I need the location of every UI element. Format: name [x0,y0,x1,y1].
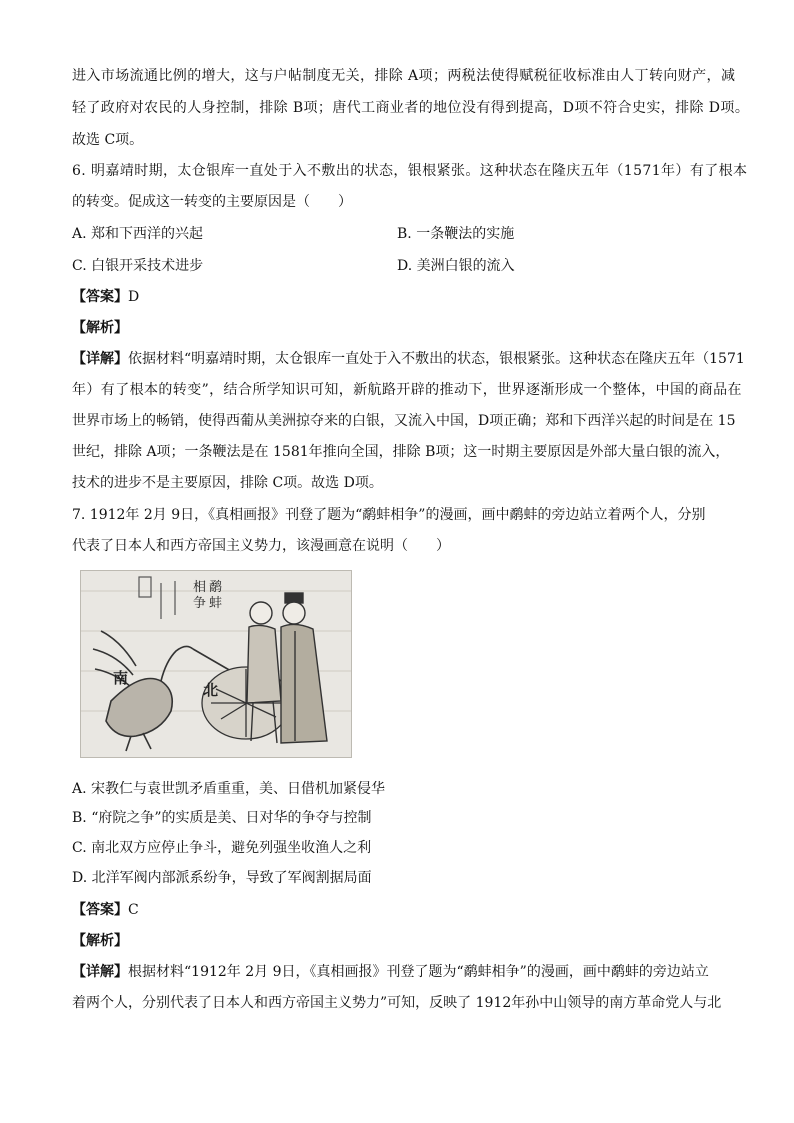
cartoon-title-char-4: 争 [193,596,207,611]
q7-option-b: B. “府院之争”的实质是美、日对华的争夺与控制 [72,810,372,826]
q7-answer-tag: 【答案】 [72,902,128,918]
cartoon-label-south: 南 [113,669,129,687]
q7-stem-line-1: 7. 1912年 2月 9日，《真相画报》刊登了题为“鹬蚌相争”的漫画，画中鹬蚌的旁边站立着两个人，分别 [72,507,706,523]
q6-option-a: A. 郑和下西洋的兴起 [72,226,204,242]
q6-option-c: C. 白银开采技术进步 [72,258,204,274]
q6-detail-text-1: 依据材料“明嘉靖时期，太仓银库一直处于入不敷出的状态，银根紧张。这种状态在隆庆五年（1571 [128,351,745,367]
q6-answer-value: D [128,289,140,305]
q5-analysis-line-2: 轻了政府对农民的人身控制，排除 B项；唐代工商业者的地位没有得到提高，D项不符合史实，排除 D项。 [72,100,750,116]
q6-stem-line-1: 6. 明嘉靖时期，太仓银库一直处于入不敷出的状态，银根紧张。这种状态在隆庆五年（1571年）有了根本 [72,163,748,179]
q6-option-d: D. 美洲白银的流入 [397,258,515,274]
q7-detail-text-1: 根据材料“1912年 2月 9日，《真相画报》刊登了题为“鹬蚌相争”的漫画，画中鹬蚌的旁边站立 [128,964,709,980]
q7-detail-line-2: 着两个人，分别代表了日本人和西方帝国主义势力”可知，反映了 1912年孙中山领导的南方革命党人与北 [72,995,722,1011]
q6-analysis-tag: 【解析】 [72,320,128,336]
q7-answer-value: C [128,902,139,918]
q7-cartoon-image [80,570,352,758]
q7-stem-line-2: 代表了日本人和西方帝国主义势力，该漫画意在说明（ ） [72,538,450,554]
q6-answer [72,287,139,307]
q7-detail-tag: 【详解】 [72,964,128,980]
q7-answer [72,900,139,920]
q5-analysis-line-3: 故选 C项。 [72,132,144,148]
q7-option-c: C. 南北双方应停止争斗，避免列强坐收渔人之利 [72,840,372,856]
q6-option-b: B. 一条鞭法的实施 [397,226,515,242]
cartoon-label-north: 北 [203,681,219,699]
cartoon-title-char-3: 相 [193,580,207,595]
q7-option-d: D. 北洋军阀内部派系纷争，导致了军阀割据局面 [72,870,372,886]
q6-stem-line-2: 的转变。促成这一转变的主要原因是（ ） [72,194,352,210]
q6-detail-line-4: 世纪，排除 A项；一条鞭法是在 1581年推向全国，排除 B项；这一时期主要原因是外部大量白银的流入， [72,444,730,460]
q7-option-a: A. 宋教仁与袁世凯矛盾重重，美、日借机加紧侵华 [72,781,386,797]
q6-detail-line-2: 年）有了根本的转变”，结合所学知识可知，新航路开辟的推动下，世界逐渐形成一个整体，中国的商品在 [72,382,742,398]
q7-analysis-tag: 【解析】 [72,933,128,949]
q6-detail-line-5: 技术的进步不是主要原因，排除 C项。故选 D项。 [72,475,383,491]
q6-answer-tag: 【答案】 [72,289,128,305]
q7-detail-line-1 [72,962,709,982]
cartoon-title [193,579,226,611]
q6-detail-tag: 【详解】 [72,351,128,367]
cartoon-title-char-1: 鹬 [209,580,223,595]
q6-detail-line-3: 世界市场上的畅销，使得西葡从美洲掠夺来的白银，又流入中国，D项正确；郑和下西洋兴起的时间是在 15 [72,413,736,429]
cartoon-drawing [81,571,351,757]
q5-analysis-line-1: 进入市场流通比例的增大，这与户帖制度无关，排除 A项；两税法使得赋税征收标准由人丁转向财产，减 [72,68,736,84]
q6-detail-line-1 [72,349,745,369]
cartoon-title-char-2: 蚌 [209,596,223,611]
